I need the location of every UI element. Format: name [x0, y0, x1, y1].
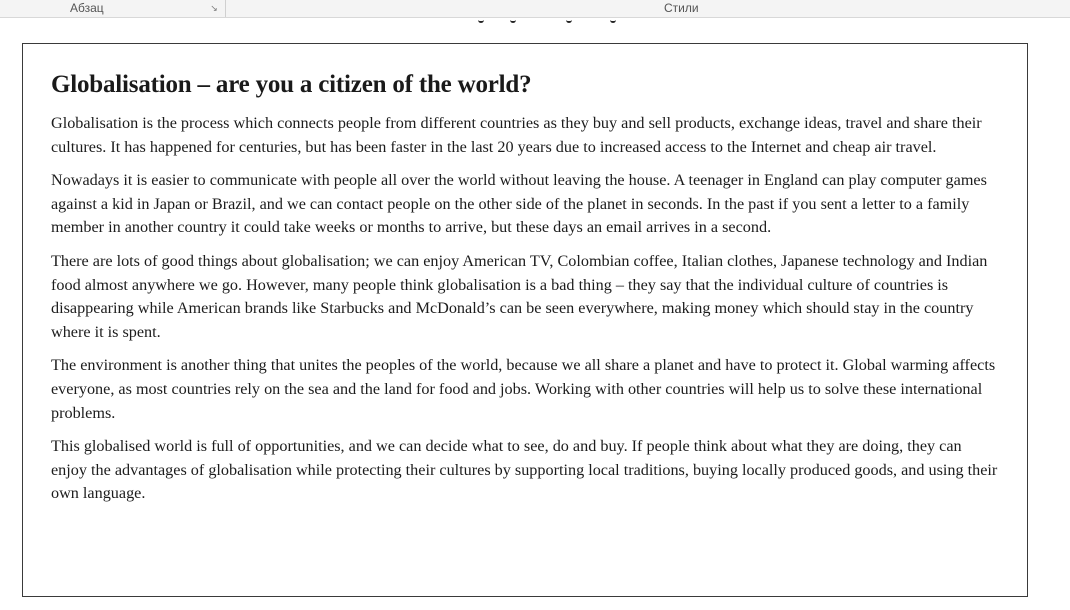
ribbon-bar [0, 0, 1070, 18]
article-paragraph: Nowadays it is easier to communicate with people all over the world without leaving the house. A teenager in England can play computer games against a kid in Japan or Brazil, and we can contact people on the other side of the planet in seconds. In the past if you sent a letter to a family member in another country it could take weeks or months to arrive, but these days an email arrives in a second. [51, 171, 987, 237]
article-title: Globalisation – are you a citizen of the world? [51, 71, 532, 98]
article-paragraph: There are lots of good things about globalisation; we can enjoy American TV, Colombian coffee, Italian clothes, Japanese technology and Indian food almost anywhere we go. However, many people think globalisation is a bad thing – they say that the individual culture of countries is disappearing while American brands like Starbucks and McDonald’s can be seen everywhere, making money which should stay in the country where it is spent. [51, 251, 988, 341]
clipped-text-fragment [470, 18, 630, 24]
ribbon-group-separator [225, 0, 226, 17]
dialog-launcher-icon[interactable]: ↘ [210, 3, 218, 13]
article-paragraph: Globalisation is the process which connects people from different countries as they buy and sell products, exchange ideas, travel and share their cultures. It has happened for centuries, but has been faster in the last 20 years due to increased access to the Internet and cheap air travel. [51, 114, 982, 156]
article-paragraph: This globalised world is full of opportunities, and we can decide what to see, do and buy. If people think about what they are doing, they can enjoy the advantages of globalisation while protecting their cultures by supporting local traditions, buying locally produced goods, and using their own language. [51, 437, 998, 503]
article-frame [22, 43, 1028, 597]
paragraph-group-label: Абзац [70, 1, 104, 15]
article-paragraph: The environment is another thing that unites the peoples of the world, because we all share a planet and have to protect it. Global warming affects everyone, as most countries rely on the sea and the land for food and jobs. Working with other countries will help us to solve these international problems. [51, 356, 996, 422]
styles-group-label: Стили [664, 1, 699, 15]
